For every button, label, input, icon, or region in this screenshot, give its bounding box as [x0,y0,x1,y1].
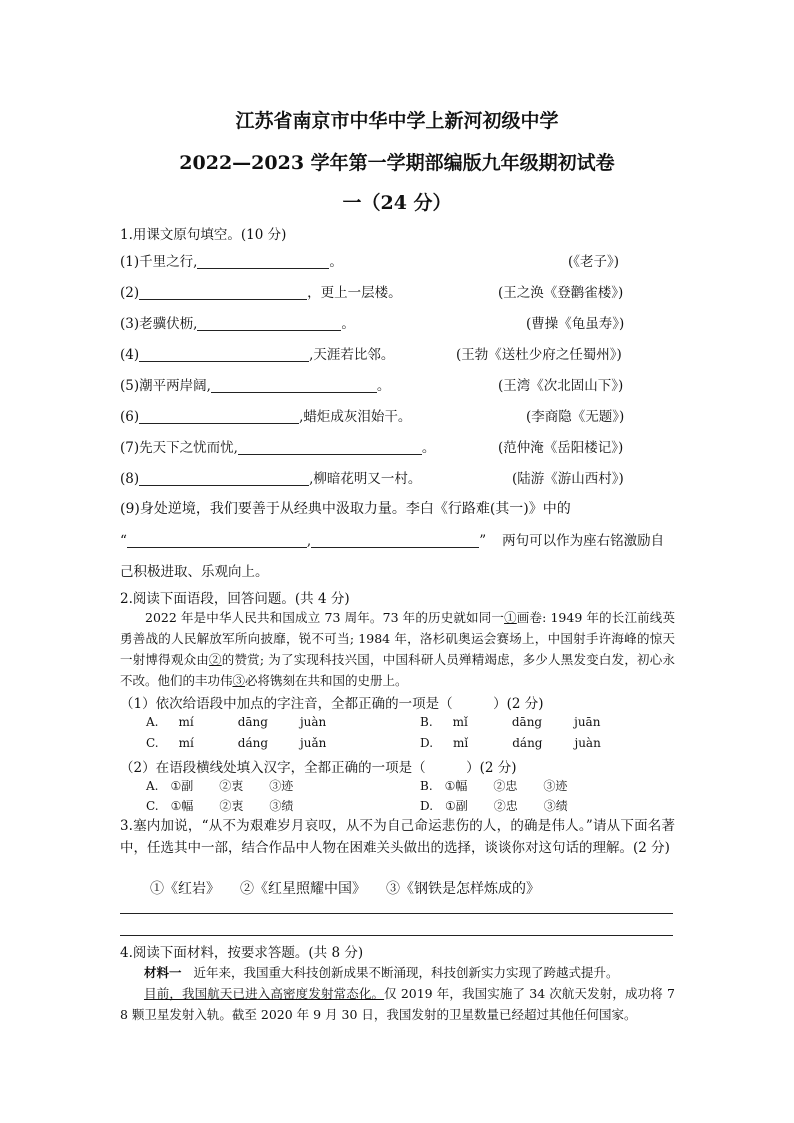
q2-sub2-option-c[interactable]: C. ①幅 ②衷 ③绩 [146,799,294,813]
q1-item-9-line2: “ , ” 两句可以作为座右铭激励自 [120,533,665,549]
material-label: 材料一 [144,965,182,980]
q1-item-8: (8) ,柳暗花明又一村。 [120,471,422,487]
q1-item-9-line3: 己积极进取、乐观向上。 [120,564,269,580]
item-num: (1) [120,254,140,270]
q2-title: 2.阅读下面语段，回答问题。(共 4 分) [120,591,350,607]
answer-line-2[interactable] [120,935,673,936]
answer-blank[interactable] [238,440,422,455]
q4-title: 4.阅读下面材料，按要求答题。(共 8 分) [120,945,364,961]
q2-passage: 2022 年是中华人民共和国成立 73 周年。73 年的历史就如同一①画卷: 1949 年的长江前线英勇善战的人民解放军所向披靡，锐不可当; 1984 年，洛杉矶奥运会赛场上，中国射手许海峰的惊天一射博得观众由②的赞赏; 为了实现科技兴国，中国科研人员殚精竭虑，多少人黑发变白发，初心永不改。他们的丰功伟③必将镌刻在共和国的史册上。 [120,610,675,688]
blank-3: ③ [232,673,246,688]
q1-item-1: (1)千里之行, 。 [120,254,343,270]
answer-blank[interactable] [311,533,479,548]
q2-sub1-option-b[interactable]: B. mǐ dāng juān [420,715,601,729]
q3-question: 3.塞内加说，“从不为艰难岁月哀叹，从不为自己命运悲伤的人，的确是伟人。”请从下面名著中，任选其中一部，结合作品中人物在困难关头做出的选择，谈谈你对这句话的理解。(2 分) [120,818,675,856]
q1-item-2: (2) ，更上一层楼。 [120,285,402,301]
answer-blank[interactable] [127,533,307,548]
answer-blank[interactable] [139,347,309,362]
answer-blank[interactable] [197,254,329,269]
q2-sub1-option-d[interactable]: D. mǐ dáng juàn [420,736,601,750]
q1-item-7: (7)先天下之忧而忧, 。 [120,440,436,456]
book-option-3: ③《钢铁是怎样炼成的》 [386,881,540,897]
q2-sub2-option-a[interactable]: A. ①副 ②衷 ③迹 [146,779,294,793]
q1-source-5: (王湾《次北固山下》) [498,378,624,394]
q2-sub2-question: （2）在语段横线处填入汉字，全都正确的一项是（ ）(2 分) [120,760,517,776]
q1-source-4: (王勃《送杜少府之任蜀州》) [456,347,622,363]
q2-sub1-question: （1）依次给语段中加点的字注音，全都正确的一项是（ ）(2 分) [120,696,544,712]
answer-blank[interactable] [139,285,307,300]
q1-item-9-line1: (9)身处逆境，我们要善于从经典中汲取力量。李白《行路难(其一)》中的 [120,501,571,517]
q1-item-6: (6) ,蜡炬成灰泪始干。 [120,409,412,425]
answer-line-1[interactable] [120,913,673,914]
q4-material: 材料一 近年来，我国重大科技创新成果不断涌现，科技创新实力实现了跨越式提升。 目前，我国航天已进入高密度发射常态化。仅 2019 年，我国实施了 34 次航天发射，成功将 78 颗卫星发射入轨。截至 2020 年 9 月 30 日，我国发射的卫星数量已经超过其他任何国家。 [120,965,675,1022]
school-title: 江苏省南京市中华中学上新河初级中学 [235,110,559,132]
q2-sub1-option-c[interactable]: C. mí dáng juǎn [146,736,327,750]
q2-sub2-option-b[interactable]: B. ①幅 ②忠 ③迹 [420,779,568,793]
book-option-1: ①《红岩》 [150,881,220,897]
q2-sub2-option-d[interactable]: D. ①副 ②忠 ③绩 [420,799,568,813]
q1-source-2: (王之涣《登鹳雀楼》) [498,285,624,301]
q1-source-1: (《老子》) [568,254,620,270]
q1-item-3: (3)老骥伏枥, 。 [120,316,355,332]
blank-2: ② [209,652,222,667]
answer-blank[interactable] [211,378,377,393]
book-option-2: ②《红星照耀中国》 [240,881,366,897]
underlined-sentence: 目前，我国航天已进入高密度发射常态化。 [144,986,385,1001]
q1-item-5: (5)潮平两岸阔, 。 [120,378,391,394]
q1-source-6: (李商隐《无题》) [526,409,625,425]
q1-source-7: (范仲淹《岳阳楼记》) [498,440,624,456]
exam-title: 2022—2023 学年第一学期部编版九年级期初试卷 [179,152,615,174]
q2-sub1-option-a[interactable]: A. mí dāng juàn [146,715,327,729]
answer-blank[interactable] [139,409,299,424]
q1-source-8: (陆游《游山西村》) [512,471,624,487]
q1-source-3: (曹操《龟虽寿》) [526,316,625,332]
q3-book-list [150,878,540,898]
section-title: 一（24 分） [342,192,452,214]
answer-blank[interactable] [139,471,309,486]
blank-1: ① [504,610,517,625]
q1-item-4: (4) ,天涯若比邻。 [120,347,395,363]
answer-blank[interactable] [197,316,341,331]
q1-title: 1.用课文原句填空。(10 分) [120,227,287,243]
